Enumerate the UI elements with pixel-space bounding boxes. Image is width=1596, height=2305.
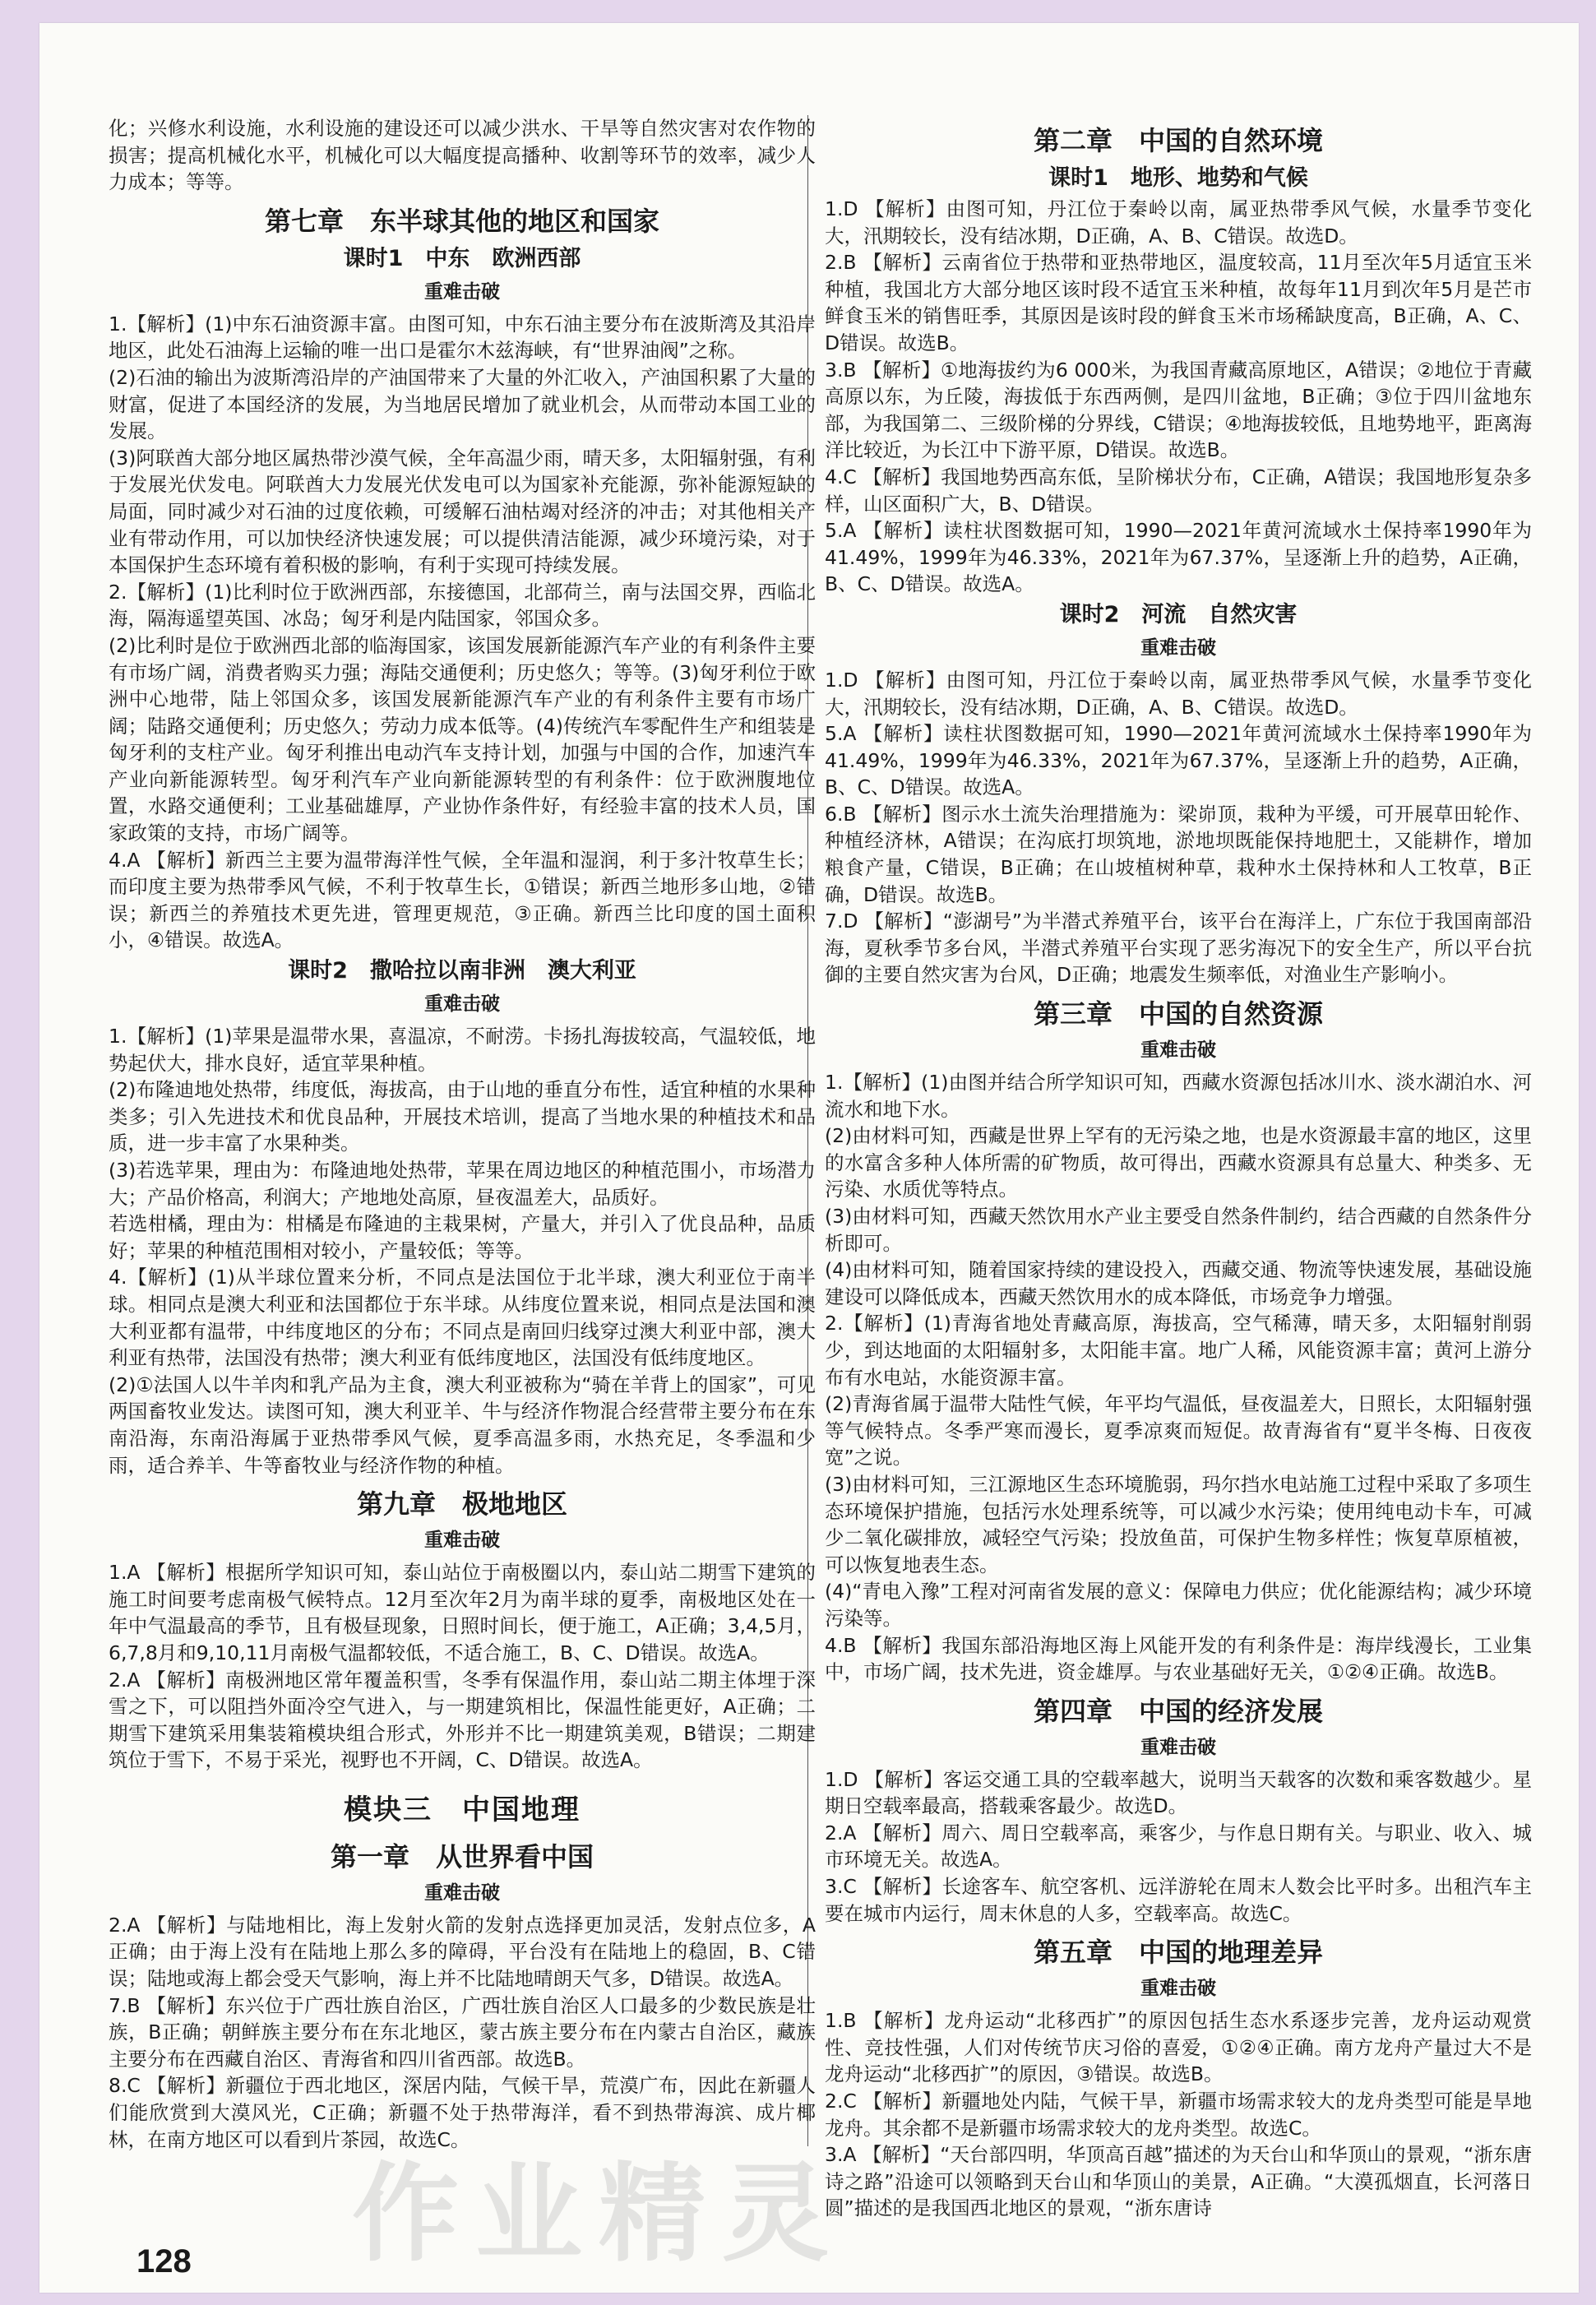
answer-item: (3)由材料可知，西藏天然饮用水产业主要受自然条件制约，结合西藏的自然条件分析即可。 (825, 1205, 1532, 1255)
chapter-9-title: 第九章 极地地区 (356, 1488, 567, 1520)
lesson-1-title: 课时1 中东 欧洲西部 (343, 245, 581, 271)
answer-item: (2)比利时是位于欧洲西北部的临海国家，该国发展新能源汽车产业的有利条件主要有市场广阔，消费者购买力强；海陆交通便利；历史悠久；等等。(3)匈牙利位于欧洲中心地带，陆上邻国众多，该国发展新能源汽车产业的有利条件主要有市场广阔；陆路交通便利；历史悠久；劳动力成本低等。(4)传统汽车零配件生产和组装是匈牙利的支柱产业。匈牙利推出电动汽车支持计划，加强与中国的合作，加速汽车产业向新能源转型。匈牙利汽车产业向新能源转型的有利条件：位于欧洲腹地位置，水路交通便利；工业基础雄厚，产业协作条件好，有经验丰富的技术人员，国家政策的支持，市场广阔等。 (109, 633, 816, 845)
intro-paragraph: 化；兴修水利设施，水利设施的建设还可以减少洪水、干旱等自然灾害对农作物的损害；提高机械化水平，机械化可以大幅度提高播种、收割等环节的效率，减少人力成本；等等。 (109, 117, 816, 194)
answer-item: 4.A 【解析】新西兰主要为温带海洋性气候，全年温和湿润，利于多汁牧草生长；而印度主要为热带季风气候，不利于牧草生长，①错误；新西兰地形多山地，②错误；新西兰的养殖技术更先进，管理更规范，③正确。新西兰比印度的国土面积小，④错误。故选A。 (109, 848, 816, 952)
answer-item: 3.A 【解析】“天台部四明，华顶高百越”描述的为天台山和华顶山的景观，“浙东唐诗之路”沿途可以领略到天台山和华顶山的美景，A正确。“大漠孤烟直，长河落日圆”描述的是我国西北地区的景观，“浙东唐诗 (825, 2143, 1532, 2220)
answer-item: 2.B 【解析】云南省位于热带和亚热带地区，温度较高，11月至次年5月适宜玉米种植，我国北方大部分地区该时段不适宜玉米种植，故每年11月到次年5月是芒市鲜食玉米的销售旺季，其原因是该时段的鲜食玉米市场稀缺度高，B正确，A、C、D错误。故选B。 (825, 251, 1532, 354)
answer-item: 7.B 【解析】东兴位于广西壮族自治区，广西壮族自治区人口最多的少数民族是壮族，B正确；朝鲜族主要分布在东北地区，蒙古族主要分布在内蒙古自治区，藏族主要分布在西藏自治区、青海省和四川省西部。故选B。 (109, 1993, 816, 2071)
answer-item: 1.D 【解析】由图可知，丹江位于秦岭以南，属亚热带季风气候，水量季节变化大，汛期较长，没有结冰期，D正确，A、B、C错误。故选D。 (825, 668, 1532, 719)
answer-item: 5.A 【解析】读柱状图数据可知，1990—2021年黄河流域水土保持率1990年为41.49%，1999年为46.33%，2021年为67.37%，呈逐渐上升的趋势，A正确，B、C、D错误。故选A。 (825, 722, 1532, 799)
answer-item: 1.B 【解析】龙舟运动“北移西扩”的原因包括生态水系逐步完善，龙舟运动观赏性、竞技性强，人们对传统节庆习俗的喜爱，①②④正确。南方龙舟产量过大不是龙舟运动“北移西扩”的原因，③错误。故选B。 (825, 2009, 1532, 2086)
answer-item: (2)由材料可知，西藏是世界上罕有的无污染之地，也是水资源最丰富的地区，这里的水富含多种人体所需的矿物质，故可得出，西藏水资源具有总量大、种类多、无污染、水质优等特点。 (825, 1124, 1532, 1201)
answer-item: (3)若选苹果，理由为：布隆迪地处热带，苹果在周边地区的种植范围小，市场潜力大；产品价格高，利润大；产地地处高原，昼夜温差大，品质好。 (109, 1159, 816, 1209)
section-heading: 重难击破 (424, 1881, 500, 1904)
answer-item: 6.B 【解析】图示水土流失治理措施为：梁峁顶，栽种为平缓，可开展草田轮作、种植经济林，A错误；在沟底打坝筑地，淤地坝既能保持地肥土，又能耕作，增加粮食产量，C错误，B正确；在山坡植树种草，栽种水土保持林和人工牧草，B正确，D错误。故选B。 (825, 802, 1532, 906)
section-heading: 重难击破 (1140, 1039, 1216, 1062)
chapter-5-title: 第五章 中国的地理差异 (1033, 1937, 1323, 1969)
answer-item: (4)“青电入豫”工程对河南省发展的意义：保障电力供应；优化能源结构；减少环境污染等。 (825, 1580, 1532, 1630)
answer-item: 3.C 【解析】长途客车、航空客机、远洋游轮在周末人数会比平时多。出租汽车主要在城市内运行，周末休息的人多，空载率高。故选C。 (825, 1875, 1532, 1925)
answer-item: 2.A 【解析】周六、周日空载率高，乘客少，与作息日期有关。与职业、收入、城市环境无关。故选A。 (825, 1821, 1532, 1872)
answer-item: 1.D 【解析】由图可知，丹江位于秦岭以南，属亚热带季风气候，水量季节变化大，汛期较长，没有结冰期，D正确，A、B、C错误。故选D。 (825, 197, 1532, 248)
answer-item: 1.A 【解析】根据所学知识可知，泰山站位于南极圈以内，泰山站二期雪下建筑的施工时间要考虑南极气候特点。12月至次年2月为南半球的夏季，南极地区处在一年中气温最高的季节，且有极昼现象，日照时间长，便于施工，A正确；3,4,5月，6,7,8月和9,10,11月南极气温都较低，不适合施工，B、C、D错误。故选A。 (109, 1561, 816, 1664)
answer-item: 2.A 【解析】与陆地相比，海上发射火箭的发射点选择更加灵活，发射点位多，A正确；由于海上没有在陆地上那么多的障碍，平台没有在陆地上的稳固，B、C错误；陆地或海上都会受天气影响，海上并不比陆地晴朗天气多，D错误。故选A。 (109, 1913, 816, 1991)
answer-item: 7.D 【解析】“澎湖号”为半潜式养殖平台，该平台在海洋上，广东位于我国南部沿海，夏秋季节多台风，半潜式养殖平台实现了恶劣海况下的安全生产，所以平台抗御的主要自然灾害为台风，D正确；地震发生频率低，对渔业生产影响小。 (825, 910, 1532, 987)
answer-item: 2.A 【解析】南极洲地区常年覆盖积雪，冬季有保温作用，泰山站二期主体埋于深雪之下，可以阻挡外面冷空气进入，与一期建筑相比，保温性能更好，A正确；二期雪下建筑采用集装箱模块组合形式，外形并不比一期建筑美观，B错误；二期建筑位于雪下，不易于采光，视野也不开阔，C、D错误。故选A。 (109, 1668, 816, 1772)
answer-item: 4.【解析】(1)从半球位置来分析，不同点是法国位于北半球，澳大利亚位于南半球。相同点是澳大利亚和法国都位于东半球。从纬度位置来说，相同点是法国和澳大利亚都有温带，中纬度地区的分布；不同点是南回归线穿过澳大利亚中部，澳大利亚有热带，法国没有热带；澳大利亚有低纬度地区，法国没有低纬度地区。 (109, 1266, 816, 1370)
section-heading: 重难击破 (1140, 636, 1216, 659)
answer-item: 5.A 【解析】读柱状图数据可知，1990—2021年黄河流域水土保持率1990年为41.49%，1999年为46.33%，2021年为67.37%，呈逐渐上升的趋势，A正确，B、C、D错误。故选A。 (825, 519, 1532, 596)
answer-item: (4)由材料可知，随着国家持续的建设投入，西藏交通、物流等快速发展，基础设施建设可以降低成本，西藏天然饮用水的成本降低，市场竞争力增强。 (825, 1258, 1532, 1308)
page (39, 23, 1579, 2293)
answer-item: (2)青海省属于温带大陆性气候，年平均气温低，昼夜温差大，日照长，太阳辐射强等气候特点。冬季严寒而漫长，夏季凉爽而短促。故青海省有“夏半冬梅、日夜夜宽”之说。 (825, 1392, 1532, 1470)
answer-item: 1.D 【解析】客运交通工具的空载率越大，说明当天载客的次数和乘客数越少。星期日空载率最高，搭载乘客最少。故选D。 (825, 1767, 1532, 1818)
answer-item: 1.【解析】(1)由图并结合所学知识可知，西藏水资源包括冰川水、淡水湖泊水、河流水和地下水。 (825, 1071, 1532, 1121)
answer-item: 若选柑橘，理由为：柑橘是布隆迪的主栽果树，产量大，并引入了优良品种，品质好；苹果的种植范围相对较小，产量较低；等等。 (109, 1212, 816, 1262)
answer-item: (2)①法国人以牛羊肉和乳产品为主食，澳大利亚被称为“骑在羊背上的国家”，可见两国畜牧业发达。读图可知，澳大利亚羊、牛与经济作物混合经营带主要分布在东南沿海，东南沿海属于亚热带季风气候，夏季高温多雨，水热充足，冬季温和少雨，适合养羊、牛等畜牧业与经济作物的种植。 (109, 1372, 816, 1477)
answer-item: 4.C 【解析】我国地势西高东低，呈阶梯状分布，C正确，A错误；我国地形复杂多样，山区面积广大，B、D错误。 (825, 465, 1532, 516)
section-heading: 重难击破 (1140, 1978, 1216, 2000)
section-heading: 重难击破 (424, 1530, 500, 1552)
answer-item: (2)石油的输出为波斯湾沿岸的产油国带来了大量的外汇收入，产油国积累了大量的财富，促进了本国经济的发展，为当地居民增加了就业机会，从而带动本国工业的发展。 (109, 365, 816, 443)
answer-item: 4.B 【解析】我国东部沿海地区海上风能开发的有利条件是：海岸线漫长，工业集中，市场广阔，技术先进，资金雄厚。与农业基础好无关，①②④正确。故选B。 (825, 1633, 1532, 1684)
chapter-2-title: 第二章 中国的自然环境 (1033, 125, 1323, 156)
answer-item: 8.C 【解析】新疆位于西北地区，深居内陆，气候干旱，荒漠广布，因此在新疆人们能欣赏到大漠风光，C正确；新疆不处于热带海洋，看不到热带海滨、成片椰林，在南方地区可以看到片茶园，故选C。 (109, 2074, 816, 2151)
left-column (109, 115, 816, 2151)
lesson-2-title: 课时2 河流 自然灾害 (1059, 601, 1298, 627)
answer-item: (3)阿联酋大部分地区属热带沙漠气候，全年高温少雨，晴天多，太阳辐射强，有利于发展光伏发电。阿联酋大力发展光伏发电可以为国家补充能源，弥补能源短缺的局面，同时减少对石油的过度依赖，可缓解石油枯竭对经济的冲击；对其他相关产业有带动作用，可以加快经济快速发展；可以提供清洁能源，减少环境污染，对于本国保护生态环境有着积极的影响，有利于实现可持续发展。 (109, 446, 816, 577)
lesson-2-title: 课时2 撒哈拉以南非洲 澳大利亚 (288, 958, 636, 984)
module-3-title: 模块三 中国地理 (344, 1793, 581, 1826)
page-number: 128 (136, 2243, 192, 2280)
answer-item: 2.【解析】(1)比利时位于欧洲西部，东接德国，北部荷兰，南与法国交界，西临北海，隔海遥望英国、冰岛；匈牙利是内陆国家，邻国众多。 (109, 580, 816, 631)
section-heading: 重难击破 (1140, 1736, 1216, 1758)
answer-item: 3.B 【解析】①地海拔约为6 000米，为我国青藏高原地区，A错误；②地位于青藏高原以东，为丘陵，海拔低于东西两侧，是四川盆地，B正确；③位于四川盆地东部，为我国第二、三级阶梯的分界线，C错误；④地海拔较低，且地势地平，距离海洋比较近，为长江中下游平原，D错误。故选B。 (825, 358, 1532, 462)
answer-item: (2)布隆迪地处热带，纬度低，海拔高，由于山地的垂直分布性，适宜种植的水果种类多；引入先进技术和优良品种，开展技术培训，提高了当地水果的种植技术和品质，进一步丰富了水果种类。 (109, 1078, 816, 1155)
chapter-3-title: 第三章 中国的自然资源 (1033, 998, 1323, 1030)
answer-item: 1.【解析】(1)苹果是温带水果，喜温凉，不耐涝。卡扬扎海拔较高，气温较低，地势起伏大，排水良好，适宜苹果种植。 (109, 1025, 816, 1075)
answer-item: (3)由材料可知，三江源地区生态环境脆弱，玛尔挡水电站施工过程中采取了多项生态环境保护措施，包括污水处理系统等，可以减少水污染；使用纯电动卡车，可减少二氧化碳排放，减轻空气污染；投放鱼苗，可保护生物多样性；恢复草原植被，可以恢复地表生态。 (825, 1472, 1532, 1576)
chapter-4-title: 第四章 中国的经济发展 (1033, 1695, 1323, 1727)
chapter-1-title: 第一章 从世界看中国 (330, 1840, 594, 1872)
section-heading: 重难击破 (424, 993, 500, 1016)
lesson-1-title: 课时1 地形、地势和气候 (1048, 165, 1308, 191)
watermark: 作业精灵 (352, 2151, 846, 2276)
answer-item: 1.【解析】(1)中东石油资源丰富。由图可知，中东石油主要分布在波斯湾及其沿岸地区，此处石油海上运输的唯一出口是霍尔木兹海峡，有“世界油阀”之称。 (109, 312, 816, 363)
answer-item: 2.【解析】(1)青海省地处青藏高原，海拔高，空气稀薄，晴天多，太阳辐射削弱少，到达地面的太阳辐射多，太阳能丰富。地广人稀，风能资源丰富；黄河上游分布有水电站，水能资源丰富。 (825, 1312, 1532, 1389)
section-heading: 重难击破 (424, 280, 500, 303)
chapter-7-title: 第七章 东半球其他的地区和国家 (264, 205, 659, 237)
right-column (825, 115, 1532, 2220)
answer-item: 2.C 【解析】新疆地处内陆，气候干旱，新疆市场需求较大的龙舟类型可能是旱地龙舟。其余都不是新疆市场需求较大的龙舟类型。故选C。 (825, 2090, 1532, 2140)
